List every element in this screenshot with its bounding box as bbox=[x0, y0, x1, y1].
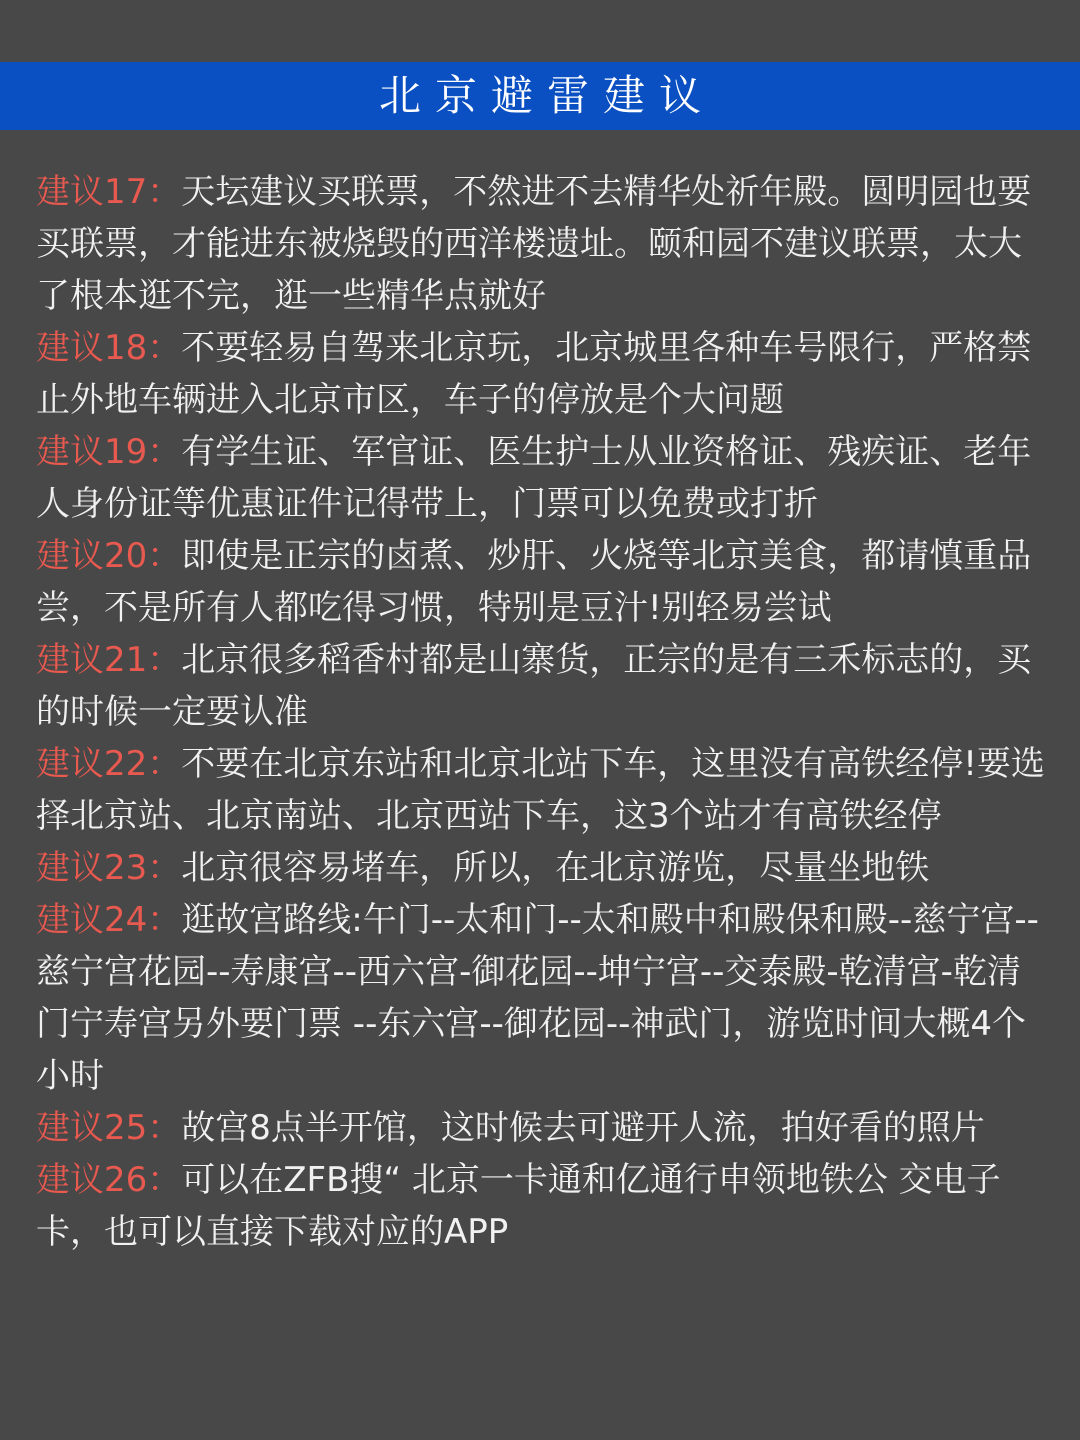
tip-label: 建议21： bbox=[36, 640, 182, 680]
tip-item-24 bbox=[36, 894, 1046, 1102]
tip-text: 可以在ZFB搜“ 北京一卡通和亿通行申领地铁公 交电子卡，也可以直接下载对应的APP bbox=[36, 1160, 1001, 1252]
tip-item-25 bbox=[36, 1102, 1046, 1154]
tip-item-17 bbox=[36, 166, 1046, 322]
tip-text: 不要在北京东站和北京北站下车，这里没有高铁经停!要选择北京站、北京南站、北京西站下车，这3个站才有高铁经停 bbox=[36, 744, 1045, 836]
tip-label: 建议22： bbox=[36, 744, 182, 784]
tip-item-26 bbox=[36, 1154, 1046, 1258]
tip-label: 建议25： bbox=[36, 1108, 182, 1148]
tip-text: 有学生证、军官证、医生护士从业资格证、残疾证、老年人身份证等优惠证件记得带上，门票可以免费或打折 bbox=[36, 432, 1032, 524]
tips-list bbox=[36, 166, 1046, 1258]
tip-label: 建议17： bbox=[36, 172, 182, 212]
tip-text: 北京很多稻香村都是山寨货，正宗的是有三禾标志的，买的时候一定要认准 bbox=[36, 640, 1032, 732]
tip-text: 故宫8点半开馆，这时候去可避开人流，拍好看的照片 bbox=[181, 1108, 985, 1148]
tip-item-19 bbox=[36, 426, 1046, 530]
tip-text: 天坛建议买联票，不然进不去精华处祈年殿。圆明园也要买联票，才能进东被烧毁的西洋楼遗址。颐和园不建议联票，太大了根本逛不完，逛一些精华点就好 bbox=[36, 172, 1032, 316]
tip-item-23 bbox=[36, 842, 1046, 894]
tip-text: 逛故宫路线:午门--太和门--太和殿中和殿保和殿--慈宁宫--慈宁宫花园--寿康宫--西六宫-御花园--坤宁宫--交泰殿-乾清宫-乾清门宁寿宫另外要门票 --东六宫--御花园--神武门，游览时间大概4个小时 bbox=[36, 900, 1039, 1096]
tip-label: 建议18： bbox=[36, 328, 182, 368]
tip-item-22 bbox=[36, 738, 1046, 842]
tip-item-20 bbox=[36, 530, 1046, 634]
tip-label: 建议26： bbox=[36, 1160, 182, 1200]
tip-text: 不要轻易自驾来北京玩，北京城里各种车号限行，严格禁止外地车辆进入北京市区，车子的停放是个大问题 bbox=[36, 328, 1032, 420]
tip-text: 即使是正宗的卤煮、炒肝、火烧等北京美食，都请慎重品尝，不是所有人都吃得习惯，特别是豆汁!别轻易尝试 bbox=[36, 536, 1032, 628]
page-title: 北京避雷建议 bbox=[378, 71, 715, 120]
tip-label: 建议24： bbox=[36, 900, 182, 940]
tip-label: 建议20： bbox=[36, 536, 182, 576]
tip-item-18 bbox=[36, 322, 1046, 426]
tip-item-21 bbox=[36, 634, 1046, 738]
tip-text: 北京很容易堵车，所以，在北京游览，尽量坐地铁 bbox=[181, 848, 930, 888]
tip-label: 建议19： bbox=[36, 432, 182, 472]
tip-label: 建议23： bbox=[36, 848, 182, 888]
title-banner bbox=[0, 62, 1080, 130]
